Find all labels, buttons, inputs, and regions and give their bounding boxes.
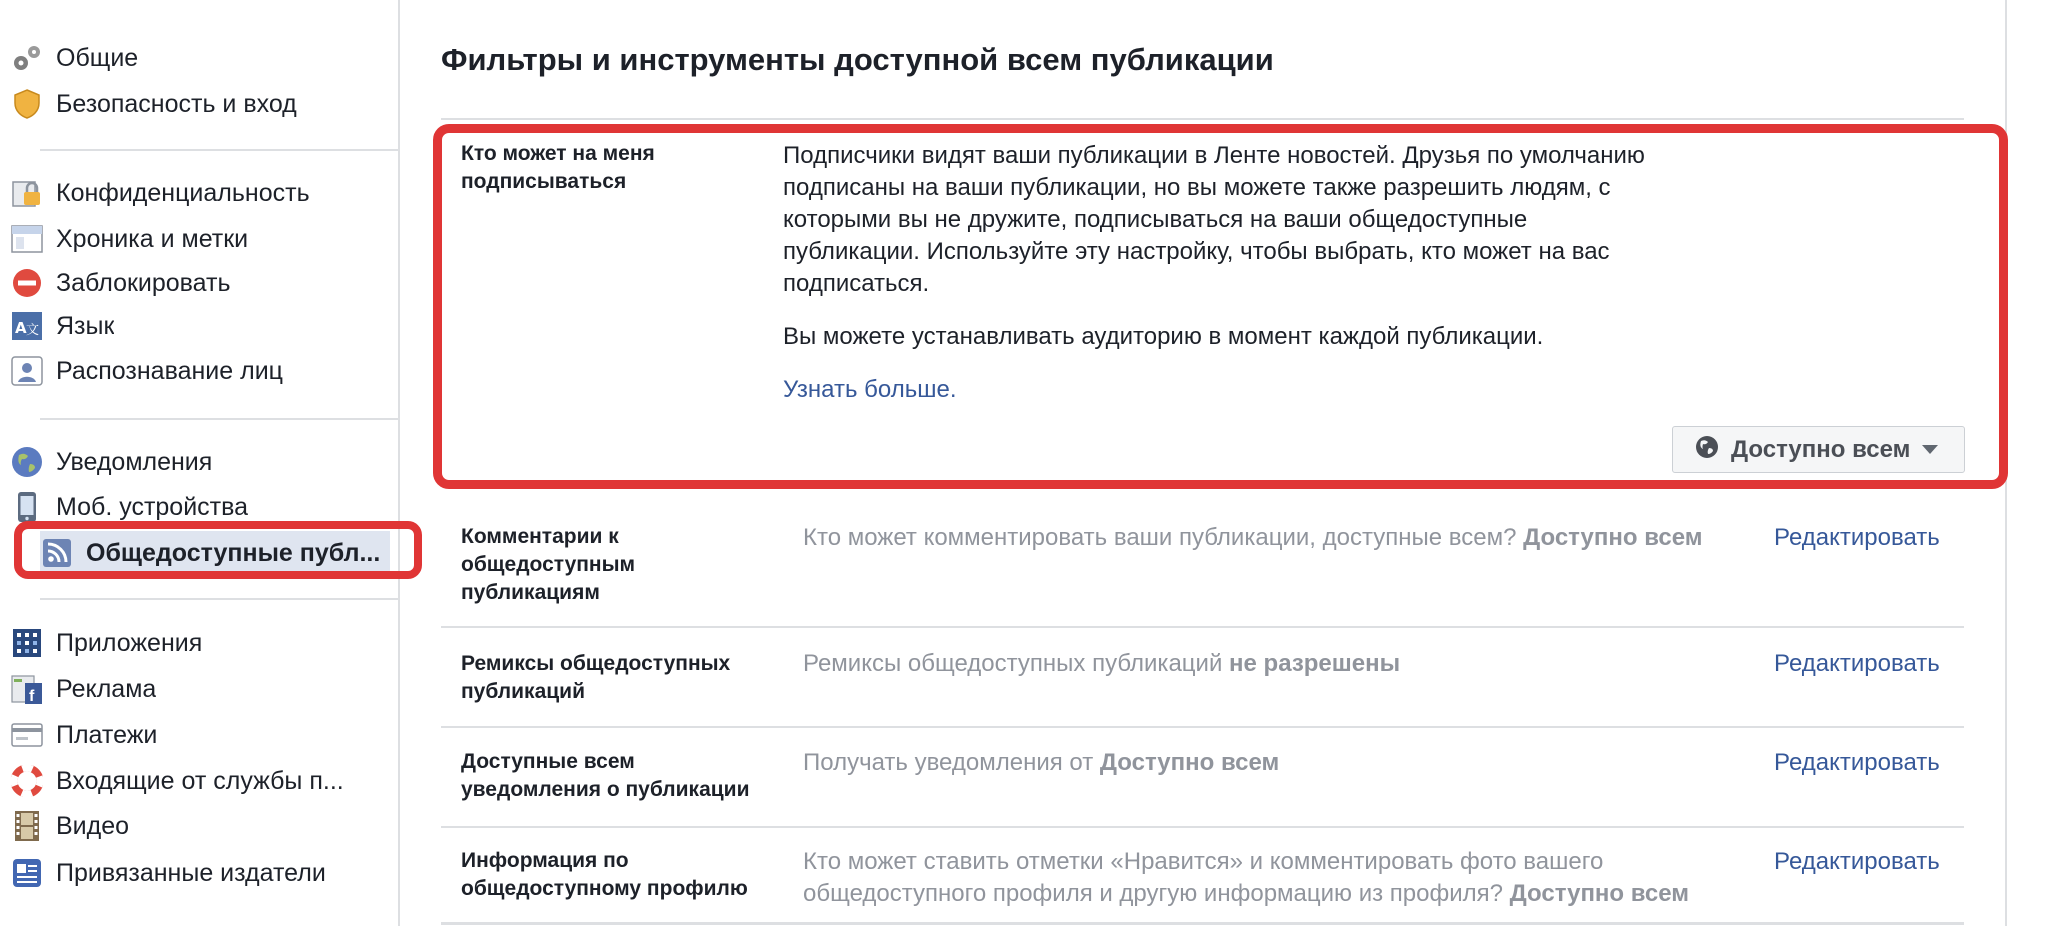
- setting-value: Доступно всем: [1099, 749, 1280, 776]
- sidebar-item-label: Общедоступные публ...: [86, 538, 381, 567]
- block-icon: [10, 266, 44, 300]
- setting-name: Информация по общедоступному профилю: [461, 849, 748, 900]
- sidebar-item-label: Платежи: [56, 720, 158, 749]
- globe-icon: [10, 445, 44, 479]
- setting-value: не разрешены: [1229, 650, 1401, 677]
- film-icon: [10, 809, 44, 843]
- sidebar-item-mobile[interactable]: [10, 487, 380, 527]
- setting-row-public-comments: [441, 500, 1964, 628]
- sidebar-item-support-inbox[interactable]: [10, 761, 380, 801]
- sidebar-item-face-recognition[interactable]: [10, 351, 380, 391]
- setting-name: Доступные всем уведомления о публикации: [461, 750, 750, 801]
- title-divider: [441, 118, 1964, 120]
- sidebar-item-privacy[interactable]: [10, 173, 380, 213]
- learn-more-link[interactable]: Узнать больше.: [783, 376, 957, 403]
- sidebar-item-label: Хроника и метки: [56, 224, 249, 253]
- sidebar-divider: [40, 149, 398, 151]
- bottom-divider: [441, 922, 1964, 925]
- sidebar-item-payments[interactable]: [10, 715, 380, 755]
- publisher-icon: [10, 856, 44, 890]
- setting-note: Вы можете устанавливать аудиторию в момент каждой публикации.: [783, 323, 1544, 350]
- lifebuoy-icon: [10, 764, 44, 798]
- edit-button[interactable]: Редактировать: [1774, 848, 1940, 875]
- timeline-icon: [10, 222, 44, 256]
- edit-button[interactable]: Редактировать: [1774, 650, 1940, 677]
- globe-icon: [1695, 435, 1719, 464]
- sidebar-item-label: Уведомления: [56, 447, 213, 476]
- sidebar-item-block[interactable]: [10, 263, 380, 303]
- audience-label: Доступно всем: [1731, 435, 1911, 463]
- sidebar-item-public-posts[interactable]: [40, 531, 390, 575]
- content-border: [2005, 0, 2007, 926]
- language-icon: [10, 309, 44, 343]
- edit-button[interactable]: Редактировать: [1774, 749, 1940, 776]
- sidebar-item-label: Конфиденциальность: [56, 178, 310, 207]
- setting-summary: Ремиксы общедоступных публикаций не разрешены: [803, 650, 1401, 677]
- svg-text:A: A: [15, 319, 27, 337]
- svg-text:文: 文: [26, 323, 40, 338]
- ads-icon: [10, 672, 44, 706]
- setting-row-public-notifications: [441, 728, 1964, 828]
- sidebar-item-apps[interactable]: [10, 623, 380, 663]
- sidebar-item-ads[interactable]: [10, 669, 380, 709]
- svg-text:f: f: [29, 688, 35, 705]
- settings-sidebar: [0, 0, 400, 926]
- sidebar-item-label: Заблокировать: [56, 268, 231, 297]
- sidebar-item-label: Привязанные издатели: [56, 858, 326, 887]
- sidebar-item-label: Безопасность и вход: [56, 89, 297, 118]
- face-recognition-icon: [10, 354, 44, 388]
- setting-description: Подписчики видят ваши публикации в Ленте новостей. Друзья по умолчанию подписаны на ваши публикации, но вы можете также разрешить людям, с которыми вы не дружите, подписываться на ваши общедоступные публикации. Используйте эту настройку, чтобы выбрать, кто может на вас подписаться.: [783, 142, 1645, 297]
- sidebar-item-label: Распознавание лиц: [56, 356, 283, 385]
- rss-icon: [40, 536, 74, 570]
- sidebar-item-label: Видео: [56, 811, 130, 840]
- sidebar-item-label: Язык: [56, 311, 115, 340]
- edit-button[interactable]: Редактировать: [1774, 524, 1940, 551]
- setting-value: Доступно всем: [1523, 524, 1703, 551]
- padlock-icon: [10, 176, 44, 210]
- setting-row-remixes: [441, 628, 1964, 728]
- sidebar-item-language[interactable]: [10, 306, 380, 346]
- sidebar-item-general[interactable]: [10, 38, 380, 78]
- setting-summary: Кто может ставить отметки «Нравится» и комментировать фото вашего общедоступного профиля и другую информацию из профиля? Доступно всем: [803, 848, 1690, 907]
- sidebar-item-label: Входящие от службы п...: [56, 766, 344, 795]
- card-icon: [10, 718, 44, 752]
- setting-summary: Кто может комментировать ваши публикации, доступные всем? Доступно всем: [803, 524, 1703, 551]
- mobile-icon: [10, 490, 44, 524]
- setting-summary: Получать уведомления от Доступно всем: [803, 749, 1280, 776]
- setting-name: Ремиксы общедоступных публикаций: [461, 652, 731, 703]
- sidebar-divider: [40, 598, 398, 600]
- page-title: Фильтры и инструменты доступной всем публикации: [441, 42, 1274, 77]
- sidebar-item-label: Приложения: [56, 628, 203, 657]
- setting-name: Комментарии к общедоступным публикациям: [461, 525, 636, 604]
- sidebar-item-notifications[interactable]: [10, 442, 380, 482]
- sidebar-item-timeline[interactable]: [10, 219, 380, 259]
- apps-icon: [10, 626, 44, 660]
- sidebar-item-security[interactable]: [10, 84, 380, 124]
- setting-name-followers: Кто может на меня подписываться: [461, 142, 655, 193]
- sidebar-item-linked-publishers[interactable]: [10, 853, 380, 893]
- sidebar-divider: [40, 418, 398, 420]
- chevron-down-icon: [1922, 445, 1938, 454]
- audience-selector-button[interactable]: [1672, 426, 1965, 473]
- sidebar-item-label: Моб. устройства: [56, 492, 249, 521]
- gears-icon: [10, 41, 44, 75]
- sidebar-item-label: Общие: [56, 43, 139, 72]
- sidebar-item-video[interactable]: [10, 806, 380, 846]
- shield-icon: [10, 87, 44, 121]
- setting-row-public-profile-info: [441, 828, 1964, 922]
- setting-value: Доступно всем: [1509, 880, 1690, 907]
- sidebar-item-label: Реклама: [56, 674, 157, 703]
